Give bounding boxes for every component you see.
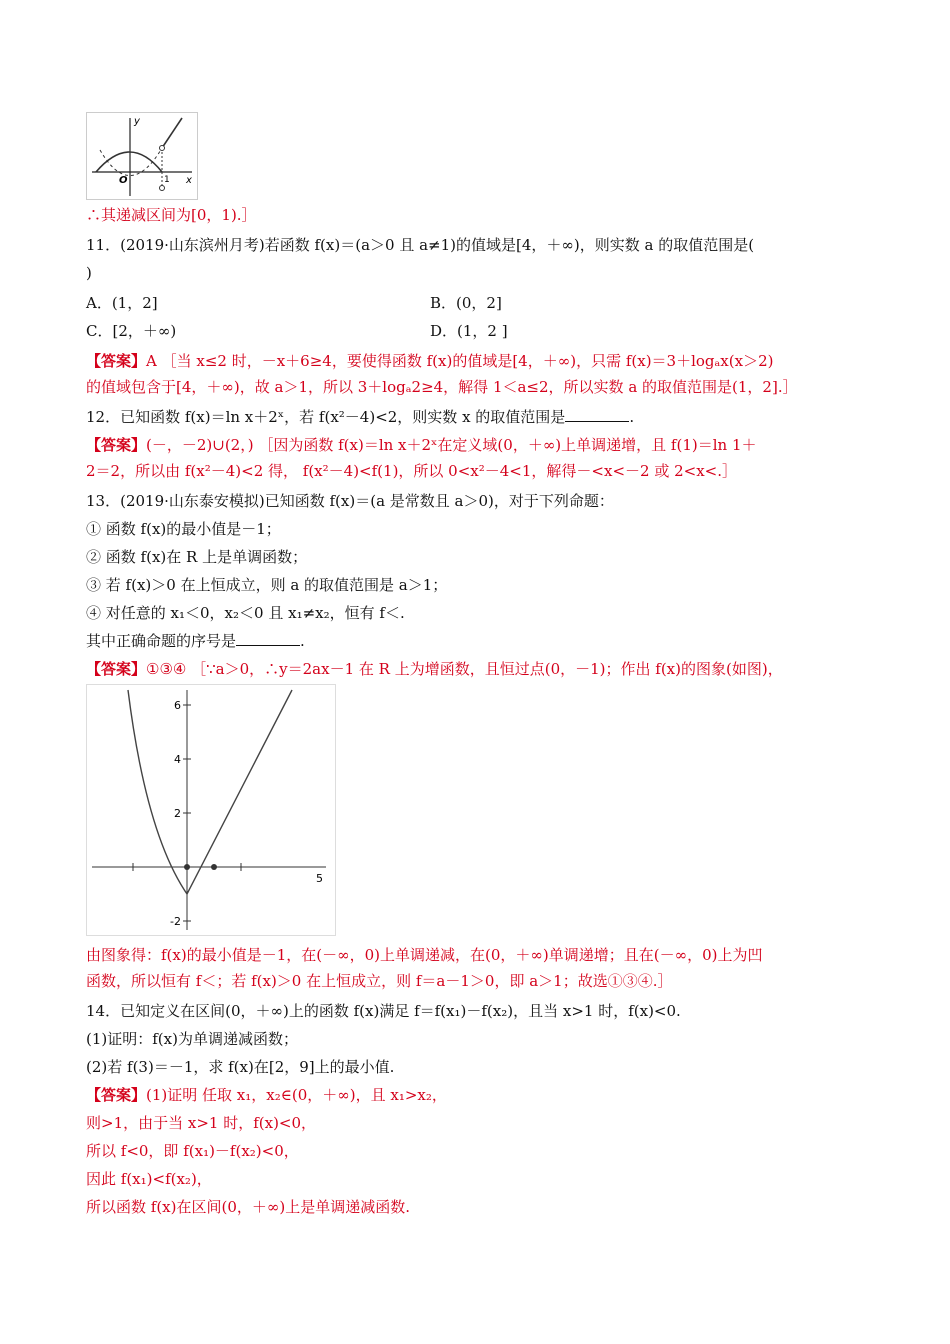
- q13-question-text: 其中正确命题的序号是: [86, 632, 237, 650]
- q13-answer-text1: ①③④ ［∵a＞0，∴y＝2ax－1 在 R 上为增函数，且恒过点(0，－1)；作出 f(x)的图象(如图)，: [146, 660, 783, 678]
- y-tick-neg2: -2: [170, 915, 181, 928]
- q12-answer-line2: 2＝2，所以由 f(x²－4)<2 得， f(x²－4)<f(1)，所以 0<x²－4<1，解得－<x<－2 或 2<x<.］: [86, 462, 738, 480]
- y-tick-2: 2: [174, 807, 181, 820]
- q14-answer-line1: [86, 1084, 447, 1106]
- answer-tag: 【答案】: [86, 352, 147, 370]
- q14-answer-text1: (1)证明 任取 x₁，x₂∈(0，＋∞)，且 x₁>x₂，: [146, 1086, 447, 1104]
- q14-answer-line4: 因此 f(x₁)<f(x₂)，: [86, 1170, 212, 1188]
- q13-answer-line2: 由图象得：f(x)的最小值是－1，在(－∞，0)上单调递减，在(0，＋∞)单调递增；且在(－∞，0)上为凹: [86, 946, 763, 964]
- x-tick-1: 1: [164, 175, 170, 185]
- answer-tag: 【答案】: [86, 660, 147, 678]
- origin-label: O: [119, 175, 128, 186]
- option-a: A．(1，2]: [86, 294, 158, 312]
- q11-answer-text1: A ［当 x≤2 时，－x＋6≥4，要使得函数 f(x)的值域是[4，＋∞)，只需 f(x)＝3＋logₐx(x＞2): [146, 352, 774, 370]
- q12-answer-text1: (－，－2)∪(2，) ［因为函数 f(x)＝ln x＋2ˣ在定义域(0，＋∞)上单调递增，且 f(1)＝ln 1＋: [146, 436, 757, 454]
- q13-item-1: ① 函数 f(x)的最小值是－1；: [86, 520, 281, 538]
- q12-answer-line1: [86, 434, 757, 456]
- option-b: B．(0，2]: [430, 294, 502, 312]
- q13-blank: [236, 631, 300, 646]
- q13-question-end: .: [300, 632, 305, 650]
- q11-answer-line1: [86, 350, 773, 372]
- q12-blank: [565, 407, 629, 422]
- y-tick-6: 6: [174, 699, 181, 712]
- q12-stem: [86, 406, 634, 428]
- q14-part-2: (2)若 f(3)＝－1，求 f(x)在[2，9]上的最小值.: [86, 1058, 395, 1076]
- q14-answer-line3: 所以 f<0，即 f(x₁)－f(x₂)<0，: [86, 1142, 299, 1160]
- q13-item-3: ③ 若 f(x)＞0 在上恒成立，则 a 的取值范围是 a＞1；: [86, 576, 448, 594]
- option-d: D．(1，2 ]: [430, 322, 508, 340]
- q12-stem-text: 12．已知函数 f(x)＝ln x＋2ˣ，若 f(x²－4)<2，则实数 x 的取值范围是: [86, 408, 566, 426]
- q13-answer-line3: 函数，所以恒有 f＜；若 f(x)＞0 在上恒成立，则 f＝a－1＞0，即 a＞1；故选①③④.］: [86, 972, 673, 990]
- function-graph: [86, 684, 336, 936]
- q14-part-1: (1)证明：f(x)为单调递减函数；: [86, 1030, 298, 1048]
- q12-stem-end: .: [629, 408, 635, 426]
- q14-stem: 14．已知定义在区间(0，＋∞)上的函数 f(x)满足 f＝f(x₁)－f(x₂)，且当 x>1 时，f(x)<0.: [86, 1002, 681, 1020]
- q14-answer-line2: 则>1，由于当 x>1 时，f(x)<0，: [86, 1114, 317, 1132]
- x-axis-label: x: [186, 175, 192, 186]
- q11-answer-line2: 的值域包含于[4，＋∞)，故 a＞1，所以 3＋logₐ2≥4，解得 1＜a≤2，所以实数 a 的取值范围是(1，2].］: [86, 378, 798, 396]
- small-function-graph: [86, 112, 198, 200]
- answer-tag: 【答案】: [86, 1086, 147, 1104]
- q14-answer-line5: 所以函数 f(x)在区间(0，＋∞)上是单调递减函数.: [86, 1198, 410, 1216]
- y-axis-label: y: [134, 116, 140, 127]
- prev-answer-end: ∴其递减区间为[0，1).］: [86, 206, 257, 224]
- q11-options-ab: [86, 292, 158, 314]
- q13-stem: 13．(2019·山东泰安模拟)已知函数 f(x)＝(a 是常数且 a＞0)，对于下列命题：: [86, 492, 614, 510]
- q11-stem: 11．(2019·山东滨州月考)若函数 f(x)＝(a＞0 且 a≠1)的值域是[4，＋∞)，则实数 a 的取值范围是(: [86, 236, 755, 254]
- y-tick-4: 4: [174, 753, 181, 766]
- option-c: C．[2，＋∞): [86, 322, 177, 340]
- x-tick-5: 5: [316, 872, 323, 885]
- q13-item-4: ④ 对任意的 x₁＜0，x₂＜0 且 x₁≠x₂，恒有 f＜.: [86, 604, 405, 622]
- q13-item-2: ② 函数 f(x)在 R 上是单调函数；: [86, 548, 308, 566]
- q13-question: [86, 630, 305, 652]
- answer-tag: 【答案】: [86, 436, 147, 454]
- q11-stem-end: ): [86, 264, 92, 282]
- q13-answer-line1: [86, 658, 783, 680]
